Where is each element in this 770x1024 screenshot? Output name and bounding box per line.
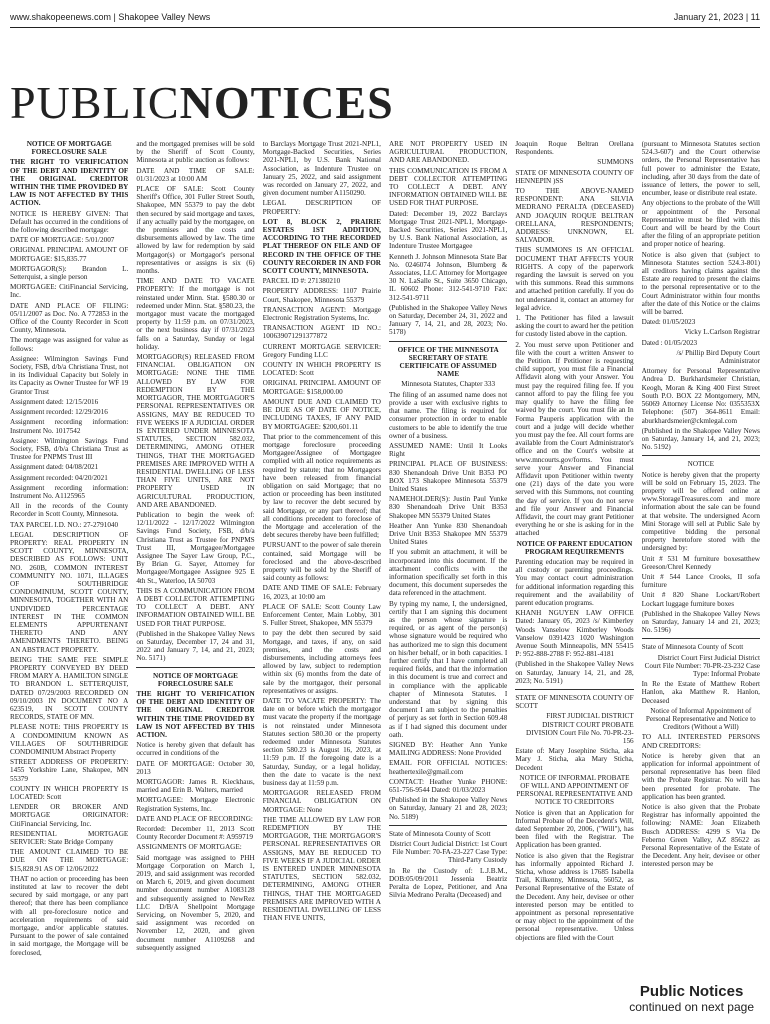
notice-paragraph: Heather Ann Yunke 830 Shenandoah Drive Unit B353 Shakopee MN 55379 United States bbox=[388, 521, 508, 547]
notice-paragraph: NOTICE IS HEREBY GIVEN: That Default has occurred in the conditions of the following described mortgage: bbox=[10, 209, 129, 235]
notice-paragraph: Assignment dated: 04/08/2021 bbox=[10, 463, 99, 472]
notice-paragraph: DATE TO VACATE PROPERTY: The date on or before which the mortgagor must vacate the property if the mortgage is not reinstated under Minnesota Statutes section 580.30 or the property redeemed under Minnesota Statutes section 580.23 is August 16, 2023, at 11:59 p.m. If the foregoing date is a Saturday, Sunday, or a legal holiday, then the date to vacate is the next business day at 11:59 p.m. bbox=[262, 697, 381, 788]
notice-paragraph: ORIGINAL PRINCIPAL AMOUNT OF MORTGAGE: $158,000.00 bbox=[262, 379, 381, 396]
notice-paragraph: Notice is hereby given that the property will be sold on February 15, 2023. The property will be offered online at www.StorageTreasures.com and more information about the sale can be found at that website. The undersigned Acorn Mini Storage will sell at Public Sale by competitive bidding the personal property heretofore stored with the undersigned by: bbox=[641, 470, 760, 553]
notice-paragraph: LENDER OR BROKER AND MORTGAGE ORIGINATOR: CitiFinancial Servicing, Inc. bbox=[10, 803, 129, 828]
notice-paragraph: MORTGAGEE: Mortgage Electronic Registration Systems, Inc. bbox=[136, 796, 255, 813]
notice-paragraph: Assignment dated: 12/15/2016 bbox=[10, 397, 99, 406]
notice-heading: OFFICE OF THE MINNESOTA SECRETARY OF STATE CERTIFICATE OF ASSUMED NAME bbox=[397, 345, 499, 379]
notice-paragraph: CONTACT: Heather Yunke PHONE: 651-756-9544 Dated: 01/03/2023 bbox=[388, 777, 508, 795]
notice-paragraph: Publication to begin the week of: 12/11/2022 - 12/17/2022 Wilmington Savings Fund Society, FSB, d/b/a Christiana Trust as Trustee for PNPMS Trust III, Mortgagee/Mortgagee Assignee The Sayer Law Group, P.C., By Brian G. Sayer, Attorney for Mortgagee/Mortgagee Assignee 925 E 4th St., Waterloo, IA 50703 bbox=[136, 510, 255, 585]
notice-paragraph: PLEASE NOTE: THIS PROPERTY IS A CONDOMINIUM KNOWN AS VILLAGES OF SOUTHBRIDGE CONDOMINIUM Abstract Property bbox=[10, 723, 129, 757]
notice-separator bbox=[389, 825, 507, 826]
notice-paragraph: STATE OF MINNESOTA COUNTY OF SCOTT bbox=[515, 694, 634, 711]
notice-paragraph: (Published in the Shakopee Valley News on Saturday, January 14 and 21, 2023; No. 5196) bbox=[641, 609, 760, 635]
notice-paragraph: MORTGAGOR(S) RELEASED FROM FINANCIAL OBLIGATION ON MORTGAGE: NONE THE TIME ALLOWED BY LAW FOR REDEMPTION BY THE MORTGAGOR, THE MORTGAGOR'S PERSONAL REPRESENTATIVES OR ASSIGNS, MAY BE REDUCED TO FIVE WEEKS IF A JUDICIAL ORDER IS ENTERED UNDER MINNESOTA STATUTES, SECTION 582.032, DETERMINING, AMONG OTHER THINGS, THAT THE MORTGAGED PREMISES ARE IMPROVED WITH A RESIDENTIAL DWELLING OF LESS THAN FIVE UNITS, ARE NOT PROPERTY USED IN AGRICULTURAL PRODUCTION, AND ARE ABANDONED. bbox=[136, 353, 255, 509]
notice-paragraph: NAMEHOLDER(S): Justin Paul Yunke 830 Shenandoah Drive Unit B353 Shakopee MN 55379 United States bbox=[388, 495, 508, 520]
notice-paragraph: Notice is also given that the Registrar has informally appointed Richard J. Sticha, whose address is 17685 Isabella Trail, Kilkenny, Minnesota, 56052, as Personal Representative of the Estate of the Decedent. Any heir, devisee or other interested person may be entitled to appointment as personal representative or may object to the appointment of the personal representative. Unless objections are filed with the Court bbox=[515, 851, 634, 942]
notice-paragraph: MORTGAGOR RELEASED FROM FINANCIAL OBLIGATION ON MORTGAGE: None bbox=[262, 789, 381, 814]
notice-paragraph: By typing my name, I, the undersigned, certify that I am signing this document as the person whose signature is required, or as agent of the person(s) whose signature would be required who has authorized me to sign this document on his/her behalf, or in both capacities. I further certify that I have completed all required fields, and that the information in this document is true and correct and in compliance with the applicable chapter of Minnesota Statutes. I understand that by signing this document I am subject to the penalties of perjury as set forth in Section 609.48 as if I had signed this document under oath. bbox=[388, 599, 508, 739]
notice-paragraph: FIRST JUDICIAL DISTRICT DISTRICT COURT PROBATE DIVISION Court File No. 70-PR-23-156 bbox=[526, 712, 634, 746]
notice-paragraph: THAT no action or proceeding has been instituted at law to recover the debt secured by said mortgage, or any part thereof; that there has been compliance with all pre-foreclosure notice and acceleration requirements of said mortgage, and/or applicable statutes. Pursuant to the power of sale contained in said mortgage, the Mortgage will be foreclosed, bbox=[10, 874, 129, 957]
notice-paragraph: Notice is given that an Application for Informal Probate of the Decedent's Will, dated September 20, 2006, ("Will"), has been filed with the Registrar. The Application has been granted. bbox=[515, 808, 634, 850]
notice-paragraph: Unit # 531 M furniture boxesatthew Greeson/Chrel Kennedy bbox=[641, 554, 760, 571]
notice-paragraph: Recorded: December 11, 2013 Scott County Recorder Document #: A959719 bbox=[136, 825, 255, 842]
notice-paragraph: DATE AND TIME OF SALE: February 16, 2023, at 10:00 am bbox=[262, 584, 381, 601]
notice-paragraph: 1. The Petitioner has filed a lawsuit asking the court to award her the petition for custody listed above in the caption. bbox=[515, 314, 634, 339]
notice-paragraph: BEING THE SAME FEE SIMPLE PROPERTY CONVEYED BY DEED FROM MARY A. HAMILTON SINGLE TO BRANDON L. SETTERQUIST, DATED 07/29/2003 RECORDED ON 09/10/2003 IN DOCUMENT NO A 623519, IN SCOTT COUNTY RECORDS, STATE OF MN. bbox=[10, 655, 129, 722]
banner-public: PUBLIC bbox=[10, 77, 180, 128]
notice-paragraph: (Published in the Shakopee Valley News on Saturday, January 14, and 21, 2023; No. 5192) bbox=[641, 426, 760, 452]
notice-paragraph: DATE OF MORTGAGE: October 30, 2013 bbox=[136, 759, 255, 776]
notice-paragraph: STATE OF MINNESOTA COUNTY OF HENNEPIN )SS bbox=[515, 168, 634, 185]
notice-paragraph: to Barclays Mortgage Trust 2021-NPL1, Mortgage-Backed Securities, Series 2021-NPL1, by U.S. Bank National Association, as Indenture Trustee on January 25, 2022, and said assignment was recorded on January 27, 2022, and given document number A1150290. bbox=[262, 140, 381, 198]
notice-paragraph: EMAIL FOR OFFICIAL NOTICES: heathertexile@gmail.com bbox=[388, 759, 508, 776]
notice-paragraph: /s/ Phillip Bird Deputy Court Administrator bbox=[676, 348, 760, 366]
notice-paragraph: Dated : 01/05/2023 bbox=[641, 338, 698, 347]
notice-paragraph: Assignee: Wilmington Savings Fund Society, FSB, d/b/a Christiana Trust, not in its Individual Capacity but Solely in its Capacity as Owner Trustee for WF 19 Grantor Trust bbox=[10, 354, 129, 396]
notice-paragraph: (Published in the Shakopee Valley News on Saturday, January 21 and 28, 2023; No. 5189) bbox=[388, 796, 508, 821]
notice-paragraph: (pursuant to Minnesota Statutes section 524.3-607) and the Court otherwise orders, the Personal Representative has full power to administer the Estate, including, after 30 days from the date of issuance of letters, the power to sell, encumber, lease or distribute real estate. bbox=[641, 140, 760, 198]
notice-heading: NOTICE OF MORTGAGE FORECLOSURE SALE bbox=[26, 140, 112, 157]
notice-paragraph: Any objections to the probate of the Will or appointment of the Personal Representative must be filed with this Court and will be heard by the Court after the filing of an appropriate petition and proper notice of hearing. bbox=[641, 199, 760, 249]
notice-paragraph: ASSUMED NAME: Until It Looks Right bbox=[388, 441, 508, 459]
notice-paragraph: COUNTY IN WHICH PROPERTY IS LOCATED: Scott bbox=[10, 784, 129, 802]
column-6 bbox=[642, 140, 760, 1014]
notice-paragraph: Kenneth J. Johnson Minnesota State Bar No. 0246074 Johnson, Blumberg & Associates, LLC Attorney for Mortgagee 30 N. LaSalle St., Suite 3650 Chicago, IL 60602 Phone: 312-541-9710 Fax: 312-541-9711 bbox=[388, 252, 508, 302]
notice-paragraph: TAX PARCEL I.D. NO.: 27-2791040 bbox=[10, 520, 119, 529]
notice-paragraph: TRANSACTION AGENT: Mortgage Electronic Registration Systems, Inc. bbox=[262, 305, 381, 323]
notice-paragraph: PRINCIPAL PLACE OF BUSINESS: 830 Shenandoah Drive Unit B353 PO BOX 173 Shakopee Minnesota 55379 United States bbox=[388, 460, 508, 493]
banner-notices: NOTICES bbox=[179, 77, 394, 128]
notice-paragraph: DATE AND PLACE OF RECORDING: bbox=[136, 814, 253, 823]
notice-paragraph: DATE AND TIME OF SALE: 01/31/2023 at 10:00 AM bbox=[136, 166, 255, 183]
notice-paragraph: Notice is hereby given that an application for informal appointment of personal representative has been filed with the Probate Registrar. No will has been presented for probate. The application has been granted. bbox=[641, 751, 760, 801]
notice-paragraph: State of Minnesota County of Scott bbox=[641, 643, 744, 652]
notice-paragraph: (Published in the Shakopee Valley News on Saturday, December 17, 24 and 31, 2022 and January 7, 14, and 21, 2023; No. 5171) bbox=[136, 629, 255, 663]
notice-heading: NOTICE OF PARENT EDUCATION PROGRAM REQUIREMENTS bbox=[516, 539, 633, 556]
notice-paragraph: That prior to the commencement of this mortgage foreclosure proceeding Mortgagee/Assignee of Mortgagee complied with all notice requirements as required by statute; that no Mortgagors have been released from financial obligation on said Mortgage; that no action or proceeding has been instituted by law to recover the debt secured by said Mortgage, or any part thereof; that all conditions precedent to foreclose of the Mortgage and acceleration of the debt secures thereby have been fulfilled; bbox=[262, 432, 381, 540]
notice-paragraph: Assignment recording information: Instrument No. A1125965 bbox=[10, 483, 129, 500]
notice-paragraph: 2. You must serve upon Petitioner and file with the court a written Answer to the Petition. If Petitioner is requesting child support, you must file a Financial Affidavit along with your Answer. You must pay the required filing fee. If you cannot afford to pay the filing fee you may qualify to have the filing fee waived by the court. You must file an In Forma Pauperis application with the court and a judge will decide whether you must pay the fee. All court forms are available from the Court Administrator's office and on the Court's website at www.mncourts.gov/forms. You must serve your Answer and Financial Affidavit upon Petitioner within twenty one (21) days of the date you were served with this Summons, not counting the day of service. If you do not serve and file your Answer and Financial Affidavit, the court may grant Petitioner everything he or she is asking for in the attached bbox=[515, 340, 634, 538]
notice-separator bbox=[642, 638, 760, 639]
notice-paragraph: NOTICE OF INFORMAL PROBATE OF WILL AND APPOINTMENT OF PERSONAL REPRESENTATIVE AND NOTICE TO CREDITORS bbox=[516, 773, 633, 807]
notice-paragraph: State of Minnesota County of Scott bbox=[388, 829, 491, 838]
notice-paragraph: Vicky L.Carlson Registrar bbox=[684, 328, 760, 337]
header-rule bbox=[10, 27, 760, 28]
notice-separator bbox=[136, 667, 254, 668]
notice-paragraph: THIS IS A COMMUNICATION FROM A DEBT COLLECTOR ATTEMPTING TO COLLECT A DEBT. ANY INFORMATION OBTAINED WILL BE USED FOR THAT PURPOSE. bbox=[136, 586, 255, 628]
notice-paragraph: Dated: 01/05/2023 bbox=[641, 318, 696, 327]
column-2 bbox=[136, 140, 254, 1014]
notice-paragraph: KHANH NGUYEN LAW OFFICE Dated: January 05, 2023 /s/ Kimberley Woods Vanselow Kimberley Woods Vanselow 0391423 1020 Washington Avenue South Minneapolis, MN 55415 P: 952-888-2788 F: 952-881-4181 bbox=[515, 609, 634, 659]
continued-footer bbox=[629, 983, 754, 1014]
notice-paragraph: LEGAL DESCRIPTION OF PROPERTY: REAL PROPERTY IN SCOTT COUNTY, MINNESOTA, DESCRIBED AS FOLLOWS: UNIT NO. 260B, COMMON INTEREST COMMUNITY NO. 1071, ILLAGES OF SOUTHBRIDGE CONDOMINIUM, SCOTT COUNTY, MINNESOTA, TOGETHER WITH AN UNDIVIDED PERCENTAGE INTEREST IN THE COMMON ELEMENTS APPURTENANT THERETO AND ANY AMENDMENTS THERETO. BEING AN ABSTRACT PROPERTY. bbox=[10, 530, 129, 654]
notice-paragraph: and the mortgaged premises will be sold by the Sheriff of Scott County, Minnesota at public auction as follows: bbox=[136, 140, 255, 165]
notice-paragraph: MORTGAGOR(S): Brandon L. Setterquist, a single person bbox=[10, 264, 129, 282]
page-header bbox=[10, 10, 760, 24]
notice-paragraph: DATE OF MORTGAGE: 5/01/2007 bbox=[10, 236, 115, 245]
notice-paragraph: PLACE OF SALE: Scott County Sheriff's Office, 301 Fuller Street South, Shakopee, MN 55379 to pay the debt then secured by said mortgage and taxes, if any actually paid by the mortgagee, on the premises and the costs and disbursements allowed by law. The time allowed by law for redemption by said Mortgagor(s) or Mortgagor's personal representatives or assigns is six (6) months. bbox=[136, 185, 255, 276]
notice-paragraph: PARCEL ID #: 271380210 bbox=[262, 277, 341, 286]
section-banner bbox=[10, 77, 394, 128]
notice-paragraph: MORTGAGOR: James R. Kieckhaus, married and Erin B. Walters, married bbox=[136, 778, 255, 795]
notice-paragraph: RESIDENTIAL MORTGAGE SERVICER: State Bridge Company bbox=[10, 829, 129, 847]
notice-paragraph: TO ALL INTERESTED PERSONS AND CREDITORS: bbox=[641, 733, 760, 750]
column-5 bbox=[515, 140, 633, 1014]
notice-paragraph: District Court Judicial District: 1st Court File Number: 70-FA-23-227 Case Type: Third-Party Custody bbox=[389, 840, 508, 865]
notice-paragraph: If you submit an attachment, it will be incorporated into this document. If the attachment conflicts with the information specifically set forth in this document, this document supersedes the data referenced in the attachment. bbox=[388, 548, 508, 598]
notice-paragraph: THIS SUMMONS IS AN OFFICIAL DOCUMENT THAT AFFECTS YOUR RIGHTS. A copy of the paperwork regarding the lawsuit is served on you with this summons. Read this summons and attached petition carefully. If you do not understand it, contact an attorney for legal advice. bbox=[515, 246, 634, 312]
notice-separator bbox=[389, 341, 507, 342]
notice-paragraph: Assignee: Wilmington Savings Fund Society, FSB, d/b/a Christiana Trust as Trustee for PNPMS Trust III bbox=[10, 436, 129, 462]
column-3 bbox=[263, 140, 381, 1014]
notice-paragraph: Unit # 820 Shane Lockart/Robert Lockart luggage furniture boxes bbox=[641, 591, 760, 608]
notice-paragraph: CURRENT MORTGAGE SERVICER: Gregory Funding LLC bbox=[262, 342, 381, 359]
notice-paragraph: (Published in the Shakopee Valley News on Saturday, January 14, 21, and 28, 2023; No. 5191) bbox=[515, 660, 634, 685]
notice-paragraph: to pay the debt then secured by said Mortgage, and taxes, if any, on said premises, and the costs and disbursements, including attorneys fees allowed by law, subject to redemption within six (6) months from the date of sale by the mortgagor, their personal representatives or assigns. bbox=[262, 629, 381, 695]
notice-paragraph: Notice of Informal Appointment of Personal Representative and Notice to Creditors (Without a Will) bbox=[645, 706, 756, 732]
notice-paragraph: LOT 8, BLOCK 2, PRAIRIE ESTATES 1ST ADDITION, ACCORDING TO THE RECORDED PLAT THEREOF ON FILE AND OF RECORD IN THE OFFICE OF THE COUNTY RECORDER IN AND FOR SCOTT COUNTY, MINNESOTA. bbox=[262, 217, 381, 276]
notice-paragraph: (Published in the Shakopee Valley News on Saturday, December 24, 31, 2022 and January 7, 14, 21, and 28, 2023; No. 5178) bbox=[388, 303, 508, 337]
footer-continued[interactable]: continued on next page bbox=[629, 1000, 754, 1014]
date-and-page: January 21, 2023 | 11 bbox=[673, 12, 760, 22]
notice-paragraph: Assignment recorded: 12/29/2016 bbox=[10, 408, 108, 417]
notice-separator bbox=[515, 689, 633, 690]
notice-paragraph: AMOUNT DUE AND CLAIMED TO BE DUE AS OF DATE OF NOTICE, INCLUDING TAXES, IF ANY PAID BY MORTGAGEE: $200,601.11 bbox=[262, 397, 381, 431]
notice-heading: NOTICE OF MORTGAGE FORECLOSURE SALE bbox=[153, 671, 238, 688]
notice-paragraph: THE RIGHT TO VERIFICATION OF THE DEBT AND IDENTITY OF THE ORIGINAL CREDITOR WITHIN THE TIME PROVIDED BY LAW IS NOT AFFECTED BY THIS ACTION. bbox=[136, 690, 255, 740]
notice-paragraph: Minnesota Statutes, Chapter 333 bbox=[401, 380, 496, 389]
notice-paragraph: SIGNED BY: Heather Ann Yunke MAILING ADDRESS: None Provided bbox=[388, 741, 508, 758]
notice-paragraph: THE RIGHT TO VERIFICATION OF THE DEBT AND IDENTITY OF THE ORIGINAL CREDITOR WITHIN THE TIME PROVIDED BY LAW IS NOT AFFECTED BY THIS ACTION. bbox=[10, 158, 129, 208]
notice-paragraph: District Court First Judicial District Court File Number: 70-PR-23-232 Case Type: Informal Probate bbox=[644, 653, 760, 678]
notice-paragraph: Joaquin Roque Beltran Orellana Respondents. bbox=[515, 140, 634, 157]
notice-paragraph: ARE NOT PROPERTY USED IN AGRICULTURAL PRODUCTION, AND ARE ABANDONED. bbox=[388, 140, 508, 165]
notice-paragraph: COUNTY IN WHICH PROPERTY IS LOCATED: Scott bbox=[262, 361, 381, 378]
notice-paragraph: PROPERTY ADDRESS: 1107 Prairie Court, Shakopee, Minnesota 55379 bbox=[262, 287, 381, 304]
notice-paragraph: Assignment recorded: 04/20/2021 bbox=[10, 473, 108, 482]
notice-paragraph: Assignment recording information: Instrument No. 1017542 bbox=[10, 418, 129, 435]
notice-paragraph: Parenting education may be required in all custody or parenting proceedings. You may contact court administration for additional information regarding this requirement and the availability of parent education programs. bbox=[515, 557, 634, 607]
notice-paragraph: LEGAL DESCRIPTION OF PROPERTY: bbox=[262, 199, 381, 216]
notice-separator bbox=[642, 455, 760, 456]
notice-paragraph: Estate of: Mary Josephine Sticha, aka Mary J. Sticha, aka Mary Sticha, Decedent bbox=[515, 747, 634, 772]
notice-paragraph: In Re the Custody of: L.J.B.M., DOB:05/09/2011 Jessenia Beatriz Peralta de Lopez, Petitioner, and Ana Silvia Medrano Peralta (Deceased) and bbox=[388, 866, 508, 900]
notice-paragraph: MORTGAGEE: CitiFinancial Servicing, Inc. bbox=[10, 283, 129, 300]
column-1 bbox=[10, 140, 128, 1014]
notices-columns bbox=[10, 140, 760, 1014]
notice-paragraph: STREET ADDRESS OF PROPERTY: 1455 Yorkshire Lane, Shakopee, MN 55379 bbox=[10, 758, 129, 783]
footer-title: Public Notices bbox=[639, 983, 744, 1000]
notice-paragraph: Attorney for Personal Representative Andrea D. Burkhardsmeier Christian, Keogh, Moran & King 400 First Street South P.O. BOX 22 Montgomery, MN, 56069 Attorney License No: 0355353X Telephone: (507) 364-8611 Email: aburkhardsmeier@ckmlegal.com bbox=[641, 367, 760, 425]
notice-paragraph: Notice is also given that (subject to Minnesota Statutes section 524.3-801) all creditors having claims against the Estate are required to present the claims to the personal representative or to the Court Administrator within four months after the date of this Notice or the claims will be barred. bbox=[641, 250, 760, 317]
notice-paragraph: The filing of an assumed name does not provide a user with exclusive rights to that name. The filing is required for consumer protection in order to enable customers to be able to identify the true owner of a business. bbox=[388, 390, 508, 440]
notice-paragraph: In Re the Estate of Matthew Robert Hanlon, aka Matthew R. Hanlon, Deceased bbox=[641, 680, 760, 705]
notice-paragraph: Notice is also given that the Probate Registrar has informally appointed the following: NAME: Joan Elizabeth Busch ADDRESS: 4299 S Via De Feberno Green Valley, AZ 85622 as Personal Representative of the Estate of the Decedent. Any heir, devisee or other interested person may be bbox=[641, 803, 760, 869]
notice-paragraph: SUMMONS bbox=[597, 158, 634, 167]
notice-paragraph: Said mortgage was assigned to PHH Mortgage Corporation on March 1, 2019, and said assignment was recorded on March 6, 2019, and given document number document number A1083128 and subsequently assigned to NewRez LLC D/B/A Shellpoint Mortgage Servicing, on November 5, 2020, and said assignment was recorded on November 12, 2020, and given document number A1109268 and subsequently assigned bbox=[136, 853, 255, 952]
site-url-and-paper[interactable]: www.shakopeenews.com | Shakopee Valley News bbox=[10, 12, 211, 22]
notice-paragraph: THIS COMMUNICATION IS FROM A DEBT COLLECTOR ATTEMPTING TO COLLECT A DEBT. ANY INFORMATION OBTAINED WILL BE USED FOR THAT PURPOSE. bbox=[388, 166, 508, 208]
column-4 bbox=[389, 140, 507, 1014]
notice-paragraph: TO THE ABOVE-NAMED RESPONDENT: ANA SILVIA MEDRANO PERALTA (DECEASED) AND JOAQUIN ROQUE BELTRAN ORELLANA, RESPONDENTS; ADDRESS: UNKNOWN, EL SALVADOR. bbox=[515, 187, 634, 245]
notice-paragraph: Notice is hereby given that default has occurred in conditions of the bbox=[136, 741, 255, 758]
notice-paragraph: ASSIGNMENTS OF MORTGAGE: bbox=[136, 843, 242, 852]
notice-paragraph: NOTICE bbox=[687, 460, 714, 469]
notice-paragraph: ORIGINAL PRINCIPAL AMOUNT OF MORTGAGE: $15,835.77 bbox=[10, 246, 129, 263]
notice-paragraph: PLACE OF SALE: Scott County Law Enforcement Center, Main Lobby, 301 S. Fuller Street, Shakopee, MN 55379 bbox=[262, 602, 381, 628]
notice-paragraph: DATE AND PLACE OF FILING: 05/11/2007 as Doc. No. A 772853 in the Office of the County Recorder in Scott County, Minnesota. bbox=[10, 301, 129, 335]
notice-paragraph: Unit # 544 Lance Crooks, II sofa furniture bbox=[641, 572, 760, 590]
notice-paragraph: PURSUANT to the power of sale therein contained, said Mortgage will be foreclosed and the above-described property will be sold by the Sheriff of said county as follows: bbox=[262, 541, 381, 583]
notice-paragraph: TRANSACTION AGENT ID NO.: 100639071291377872 bbox=[262, 324, 381, 341]
notice-paragraph: THE TIME ALLOWED BY LAW FOR REDEMPTION BY THE MORTGAGOR, THE MORTGAGOR'S PERSONAL REPRESENTATIVES OR ASSIGNS, MAY BE REDUCED TO FIVE WEEKS IF A JUDICIAL ORDER IS ENTERED UNDER MINNESOTA STATUTES, SECTION 582.032, DETERMINING, AMONG OTHER THINGS, THAT THE MORTGAGED PREMISES ARE IMPROVED WITH A RESIDENTIAL DWELLING OF LESS THAN FIVE UNITS, bbox=[262, 815, 381, 923]
notice-paragraph: Dated: December 19, 2022 Barclays Mortgage Trust 2021-NPL1, Mortgage-Backed Securities, Series 2021-NPL1, by U.S. Bank National Association, as Indenture Trustee Mortgagee bbox=[388, 209, 508, 251]
notice-paragraph: All in the records of the County Recorder in Scott County, Minnesota. bbox=[10, 502, 129, 519]
notice-paragraph: TIME AND DATE TO VACATE PROPERTY: If the mortgage is not reinstated under Minn. Stat. §580.30 or redeemed under Minn. Stat. §580.23, the mortgagor must vacate the mortgaged property by 11:59 p.m. on 07/31/2023, or the next business day if 07/31/2023 falls on a Saturday, Sunday or legal holiday. bbox=[136, 277, 255, 351]
notice-paragraph: THE AMOUNT CLAIMED TO BE DUE ON THE MORTGAGE: $15,828.91 AS OF 12/06/2022 bbox=[10, 848, 129, 873]
notice-paragraph: The mortgage was assigned for value as follows: bbox=[10, 336, 129, 353]
